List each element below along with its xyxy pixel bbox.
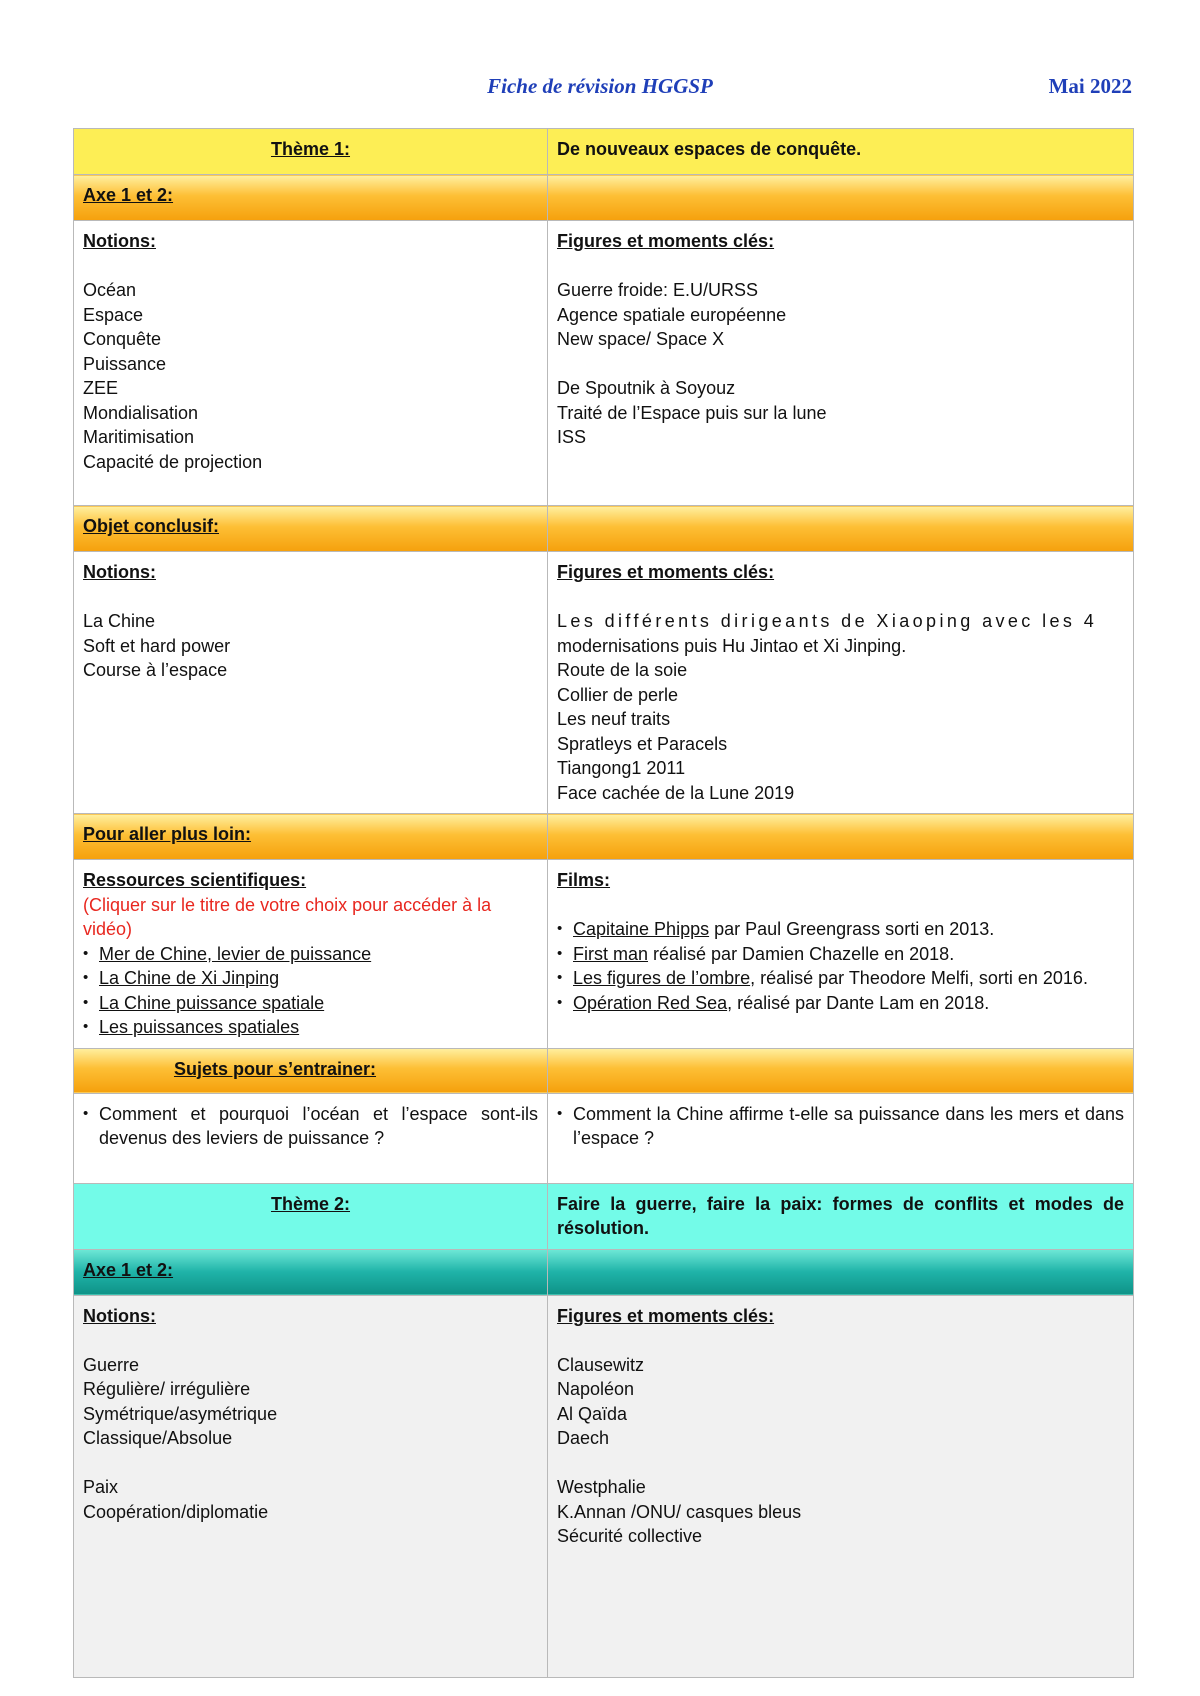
resources-title: Ressources scientifiques: <box>83 870 307 890</box>
list-item <box>557 917 1124 942</box>
list-item: modernisations puis Hu Jintao et Xi Jinping. <box>557 635 907 656</box>
sujet-right-list <box>557 1102 1124 1151</box>
list-item <box>557 991 1124 1016</box>
theme2-label: Thème 2: <box>74 1183 548 1249</box>
plus-loin-label: Pour aller plus loin: <box>74 814 548 860</box>
list-item: Paix <box>83 1477 119 1497</box>
theme1-axe-empty <box>548 175 1134 221</box>
plus-loin-empty <box>548 814 1134 860</box>
list-item: Espace <box>83 304 144 325</box>
list-item: Clausewitz <box>557 1354 645 1375</box>
document-date: Mai 2022 <box>1048 74 1132 98</box>
list-item: Course à l’espace <box>83 660 228 680</box>
objet-figures-cell <box>548 552 1134 814</box>
theme2-title: Faire la guerre, faire la paix: formes de conflits et modes de résolution. <box>548 1183 1134 1249</box>
list-item <box>83 966 538 991</box>
sujet-right-cell <box>548 1093 1134 1183</box>
theme2-notions-list <box>83 1353 538 1525</box>
list-item: Les neuf traits <box>557 709 671 729</box>
list-item: K.Annan /ONU/ casques bleus <box>557 1501 802 1522</box>
revision-table <box>73 128 1134 1678</box>
sujet-left-cell <box>74 1093 548 1183</box>
list-item: Soft et hard power <box>83 635 231 656</box>
list-item: ZEE <box>83 378 119 398</box>
films-title: Films: <box>557 870 611 890</box>
list-item: Conquête <box>83 329 162 349</box>
resources-list <box>83 942 538 1040</box>
document-title: Fiche de révision HGGSP <box>487 74 713 98</box>
film-title: First man <box>573 943 649 964</box>
objet-notions-title: Notions: <box>83 562 156 582</box>
list-item: • Comment et pourquoi l’océan et l’espace sont-ils devenus des leviers de puissance ? <box>83 1102 538 1151</box>
theme2-notions-title: Notions: <box>83 1305 156 1326</box>
list-item: Spratleys et Paracels <box>557 733 728 754</box>
theme1-figures-title: Figures et moments clés: <box>557 231 775 251</box>
list-item: Napoléon <box>557 1379 635 1399</box>
list-item: Puissance <box>83 353 167 374</box>
resource-link[interactable]: La Chine de Xi Jinping <box>99 968 280 988</box>
film-detail: par Paul Greengrass sorti en 2013. <box>709 919 995 939</box>
theme2-figures-cell <box>548 1295 1134 1677</box>
list-item: Classique/Absolue <box>83 1428 233 1448</box>
list-item: Régulière/ irrégulière <box>83 1379 251 1399</box>
objet-figures-list <box>557 609 1124 805</box>
theme1-notions-cell <box>74 221 548 506</box>
resource-link[interactable]: Les puissances spatiales <box>99 1017 300 1037</box>
film-title: Les figures de l’ombre <box>573 968 751 988</box>
theme2-figures-title: Figures et moments clés: <box>557 1305 775 1326</box>
theme1-notions-list <box>83 278 538 474</box>
list-item: Les différents dirigeants de Xiaoping avec les 4 <box>557 611 1098 631</box>
list-item: Guerre froide: E.U/URSS <box>557 280 759 300</box>
list-item: Traité de l’Espace puis sur la lune <box>557 402 827 423</box>
theme1-objet-label: Objet conclusif: <box>74 506 548 552</box>
list-item: Symétrique/asymétrique <box>83 1403 278 1424</box>
theme1-title: De nouveaux espaces de conquête. <box>548 129 1134 175</box>
theme1-figures-list <box>557 278 1124 450</box>
film-title: Opération Red Sea <box>573 992 728 1013</box>
films-list <box>557 917 1124 1015</box>
list-item: Route de la soie <box>557 660 688 680</box>
list-item: • Comment la Chine affirme t-elle sa puissance dans les mers et dans l’espace ? <box>557 1102 1124 1151</box>
sujets-label: Sujets pour s’entrainer: <box>74 1048 548 1093</box>
list-item <box>557 942 1124 967</box>
list-item <box>83 991 538 1016</box>
sujet-left-list <box>83 1102 538 1151</box>
resource-link[interactable]: Mer de Chine, levier de puissance <box>99 943 372 964</box>
list-item: Agence spatiale européenne <box>557 304 787 325</box>
theme2-axe-empty <box>548 1249 1134 1295</box>
resources-hint: (Cliquer sur le titre de votre choix pour accéder à la vidéo) <box>83 894 492 939</box>
list-item <box>83 1015 538 1040</box>
film-title: Capitaine Phipps <box>573 919 710 939</box>
list-item: Collier de perle <box>557 684 679 705</box>
list-item: Coopération/diplomatie <box>83 1501 269 1522</box>
list-item: Mondialisation <box>83 402 199 423</box>
list-item: La Chine <box>83 611 156 631</box>
list-item: ISS <box>557 427 587 447</box>
list-item <box>83 942 538 967</box>
list-item: Daech <box>557 1428 610 1448</box>
theme2-notions-cell <box>74 1295 548 1677</box>
objet-notions-cell <box>74 552 548 814</box>
list-item: Océan <box>83 280 137 300</box>
list-item: Westphalie <box>557 1477 646 1497</box>
list-item: Capacité de projection <box>83 451 263 472</box>
theme2-figures-list <box>557 1353 1124 1549</box>
films-cell <box>548 860 1134 1049</box>
theme1-axe-label: Axe 1 et 2: <box>74 175 548 221</box>
theme1-objet-empty <box>548 506 1134 552</box>
list-item: Al Qaïda <box>557 1403 628 1424</box>
list-item: Face cachée de la Lune 2019 <box>557 782 795 803</box>
objet-figures-title: Figures et moments clés: <box>557 562 775 582</box>
objet-notions-list <box>83 609 538 683</box>
list-item <box>557 966 1124 991</box>
theme1-notions-title: Notions: <box>83 231 156 251</box>
sujets-empty <box>548 1048 1134 1093</box>
film-detail: réalisé par Damien Chazelle en 2018. <box>648 943 955 964</box>
list-item: Maritimisation <box>83 427 195 447</box>
theme1-label: Thème 1: <box>74 129 548 175</box>
film-detail: , réalisé par Theodore Melfi, sorti en 2016. <box>750 968 1088 988</box>
resources-cell <box>74 860 548 1049</box>
list-item: De Spoutnik à Soyouz <box>557 378 736 398</box>
theme2-axe-label: Axe 1 et 2: <box>74 1249 548 1295</box>
list-item: Sécurité collective <box>557 1526 703 1546</box>
list-item: Tiangong1 2011 <box>557 758 686 778</box>
film-detail: , réalisé par Dante Lam en 2018. <box>727 992 990 1013</box>
list-item: New space/ Space X <box>557 329 725 349</box>
list-item: Guerre <box>83 1354 140 1375</box>
theme1-figures-cell <box>548 221 1134 506</box>
resource-link[interactable]: La Chine puissance spatiale <box>99 992 325 1013</box>
